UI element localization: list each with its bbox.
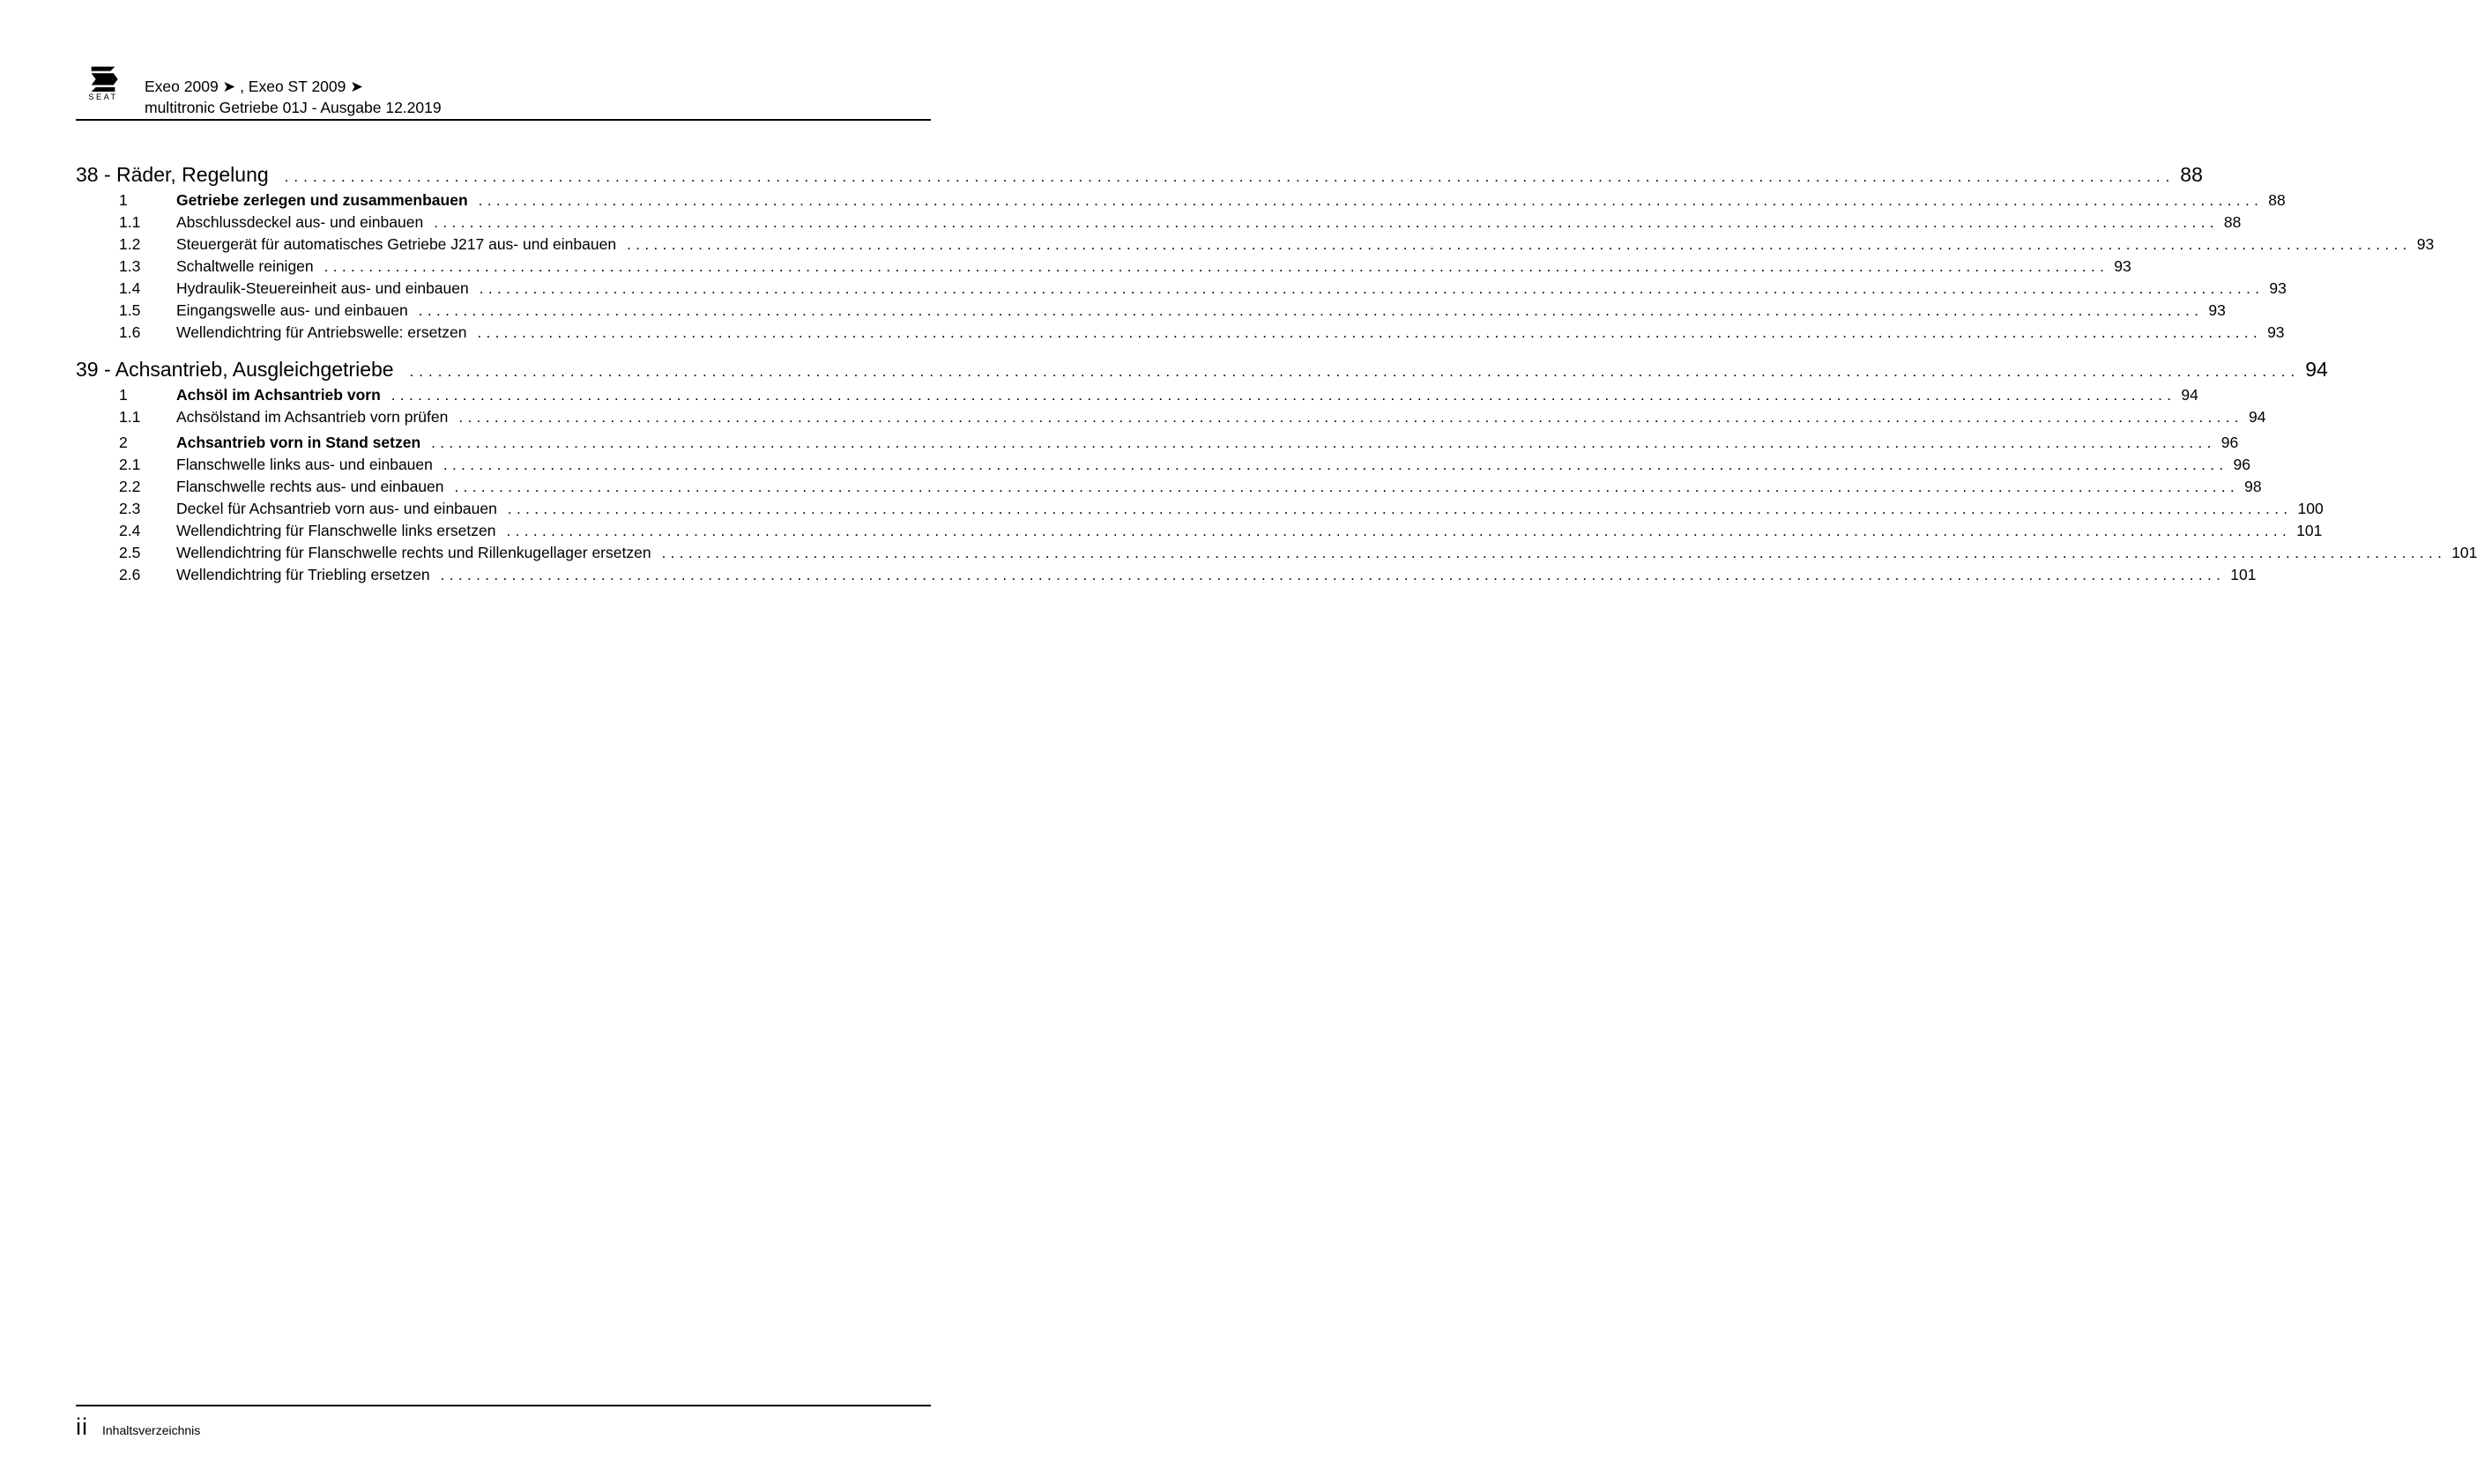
dot-leader: ........................................................................................................................................................................................................ <box>661 545 2447 561</box>
entry-number: 1 <box>119 386 128 404</box>
dot-leader: ........................................................................................................................................................................................................ <box>324 258 2109 275</box>
dot-leader: ........................................................................................................................................................................................................ <box>478 192 2264 209</box>
chapter-title: 39 - Achsantrieb, Ausgleichgetriebe <box>76 358 394 381</box>
dot-leader: ........................................................................................................................................................................................................ <box>284 168 2176 185</box>
entry-title: Achsölstand im Achsantrieb vorn prüfen <box>176 408 449 426</box>
toc-entry[interactable] <box>76 434 2239 456</box>
page-header <box>76 58 931 122</box>
entry-number: 1.1 <box>119 213 141 231</box>
footer-divider <box>76 1405 931 1406</box>
entry-title: Flanschwelle links aus- und einbauen <box>176 456 433 473</box>
entry-title: Eingangswelle aus- und einbauen <box>176 301 408 319</box>
toc-chapter-39[interactable] <box>76 358 2328 386</box>
entry-page: 98 <box>2244 478 2262 495</box>
entry-title: Abschlussdeckel aus- und einbauen <box>176 213 424 231</box>
dot-leader: ........................................................................................................................................................................................................ <box>458 409 2244 426</box>
entry-title: Achsöl im Achsantrieb vorn <box>176 386 381 404</box>
dot-leader: ........................................................................................................................................................................................................ <box>409 363 2301 380</box>
entry-page: 93 <box>2416 235 2435 253</box>
dot-leader: ........................................................................................................................................................................................................ <box>454 479 2240 495</box>
entry-page: 93 <box>2269 279 2287 297</box>
entry-title: Flanschwelle rechts aus- und einbauen <box>176 478 444 495</box>
dot-leader: ........................................................................................................................................................................................................ <box>431 434 2216 451</box>
dot-leader: ........................................................................................................................................................................................................ <box>443 456 2228 473</box>
entry-title: Getriebe zerlegen und zusammenbauen <box>176 191 468 209</box>
entry-page: 94 <box>2181 386 2198 404</box>
header-line-2: multitronic Getriebe 01J - Ausgabe 12.2019 <box>145 99 442 116</box>
entry-title: Wellendichtring für Flanschwelle links ersetzen <box>176 522 496 539</box>
entry-title: Achsantrieb vorn in Stand setzen <box>176 434 421 451</box>
entry-number: 1.1 <box>119 408 141 426</box>
entry-title: Deckel für Achsantrieb vorn aus- und einbauen <box>176 500 497 517</box>
toc-entry[interactable] <box>76 456 2250 478</box>
entry-number: 2 <box>119 434 128 451</box>
entry-title: Schaltwelle reinigen <box>176 257 314 275</box>
dot-leader: ........................................................................................................................................................................................................ <box>418 302 2204 319</box>
toc-entry[interactable] <box>76 408 2266 430</box>
seat-logo <box>81 63 125 102</box>
entry-number: 2.4 <box>119 522 141 539</box>
header-divider <box>76 119 931 121</box>
toc-chapter-38[interactable] <box>76 163 2203 191</box>
entry-page: 96 <box>2220 434 2239 451</box>
entry-number: 2.5 <box>119 544 141 561</box>
entry-number: 2.1 <box>119 456 141 473</box>
toc-entry[interactable] <box>76 386 2198 408</box>
entry-title: Wellendichtring für Triebling ersetzen <box>176 566 430 583</box>
entry-number: 2.6 <box>119 566 141 583</box>
entry-number: 1 <box>119 191 128 209</box>
entry-number: 1.5 <box>119 301 141 319</box>
entry-page: 88 <box>2223 213 2242 231</box>
logo-text: SEAT <box>88 93 118 102</box>
dot-leader: ........................................................................................................................................................................................................ <box>434 214 2219 231</box>
toc-entry[interactable] <box>76 566 2257 588</box>
entry-number: 2.2 <box>119 478 141 495</box>
toc-entry[interactable] <box>76 544 2477 566</box>
dot-leader: ........................................................................................................................................................................................................ <box>506 523 2292 539</box>
dot-leader: ........................................................................................................................................................................................................ <box>440 567 2226 583</box>
entry-title: Hydraulik-Steuereinheit aus- und einbauen <box>176 279 469 297</box>
header-line-1: Exeo 2009 ➤ , Exeo ST 2009 ➤ <box>145 78 363 95</box>
chapter-page: 88 <box>2180 163 2203 186</box>
entry-number: 1.4 <box>119 279 141 297</box>
entry-number: 2.3 <box>119 500 141 517</box>
toc-entry[interactable] <box>76 235 2435 257</box>
toc-entry[interactable] <box>76 257 2131 279</box>
chapter-title: 38 - Räder, Regelung <box>76 163 269 186</box>
dot-leader: ........................................................................................................................................................................................................ <box>507 501 2293 517</box>
dot-leader: ........................................................................................................................................................................................................ <box>479 280 2265 297</box>
toc-entry[interactable] <box>76 478 2262 500</box>
entry-page: 93 <box>2267 323 2285 341</box>
toc-entry[interactable] <box>76 323 2285 345</box>
dot-leader: ........................................................................................................................................................................................................ <box>627 236 2412 253</box>
entry-page: 88 <box>2268 191 2286 209</box>
entry-page: 93 <box>2114 257 2131 275</box>
dot-leader: ........................................................................................................................................................................................................ <box>477 324 2263 341</box>
entry-title: Wellendichtring für Antriebswelle: ersetzen <box>176 323 467 341</box>
toc-entry[interactable] <box>76 191 2286 213</box>
page-number: ii <box>76 1414 88 1440</box>
entry-page: 94 <box>2249 408 2266 426</box>
dot-leader: ........................................................................................................................................................................................................ <box>391 387 2176 404</box>
footer-label: Inhaltsverzeichnis <box>102 1423 201 1437</box>
entry-page: 96 <box>2233 456 2250 473</box>
toc-entry[interactable] <box>76 522 2323 544</box>
entry-number: 1.6 <box>119 323 141 341</box>
toc-entry[interactable] <box>76 301 2226 323</box>
entry-page: 101 <box>2230 566 2257 583</box>
entry-number: 1.2 <box>119 235 141 253</box>
entry-title: Wellendichtring für Flanschwelle rechts und Rillenkugellager ersetzen <box>176 544 651 561</box>
table-of-contents <box>76 163 2477 588</box>
entry-page: 101 <box>2451 544 2477 561</box>
toc-entry[interactable] <box>76 213 2242 235</box>
header-text <box>145 76 442 118</box>
toc-entry[interactable] <box>76 279 2287 301</box>
entry-page: 100 <box>2297 500 2324 517</box>
entry-page: 93 <box>2208 301 2226 319</box>
entry-number: 1.3 <box>119 257 141 275</box>
page-footer <box>76 1414 200 1440</box>
chapter-page: 94 <box>2305 358 2328 381</box>
entry-title: Steuergerät für automatisches Getriebe J217 aus- und einbauen <box>176 235 617 253</box>
toc-entry[interactable] <box>76 500 2324 522</box>
entry-page: 101 <box>2296 522 2323 539</box>
